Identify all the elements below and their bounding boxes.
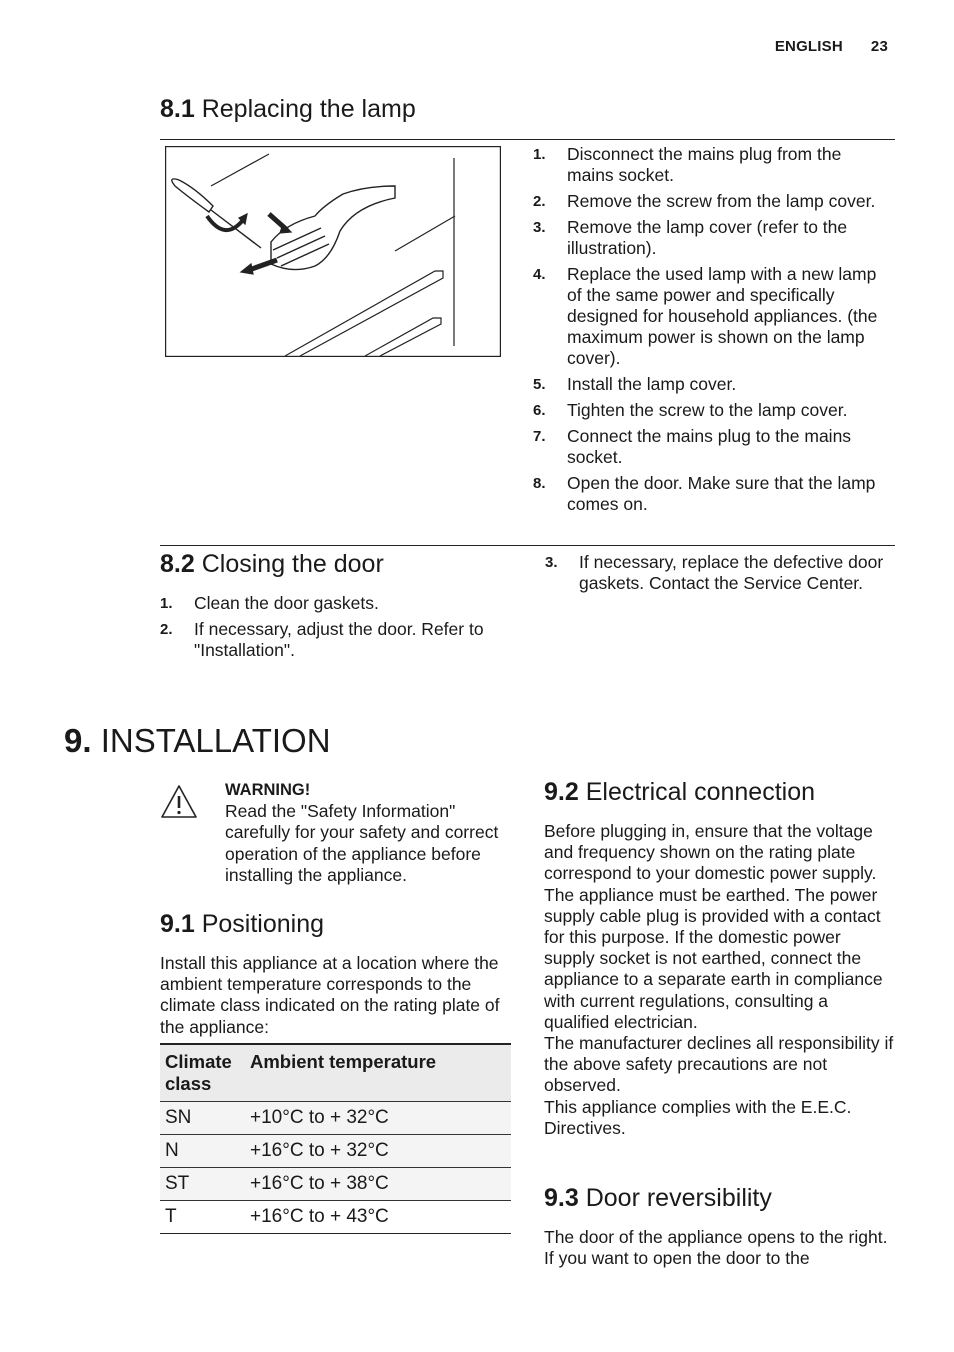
step-number: 2. [160, 621, 173, 638]
door-steps-list-continued [545, 552, 885, 599]
climate-table [160, 1043, 511, 1234]
table-cell: T [165, 1206, 177, 1227]
table-cell: ST [165, 1173, 190, 1194]
warning-title: WARNING! [225, 781, 311, 799]
paragraph: Before plugging in, ensure that the voltage and frequency shown on the rating plate correspond to your domestic power supply. [544, 821, 877, 884]
step-text: If necessary, replace the defective door gaskets. Contact the Service Center. [579, 552, 884, 593]
section-number: 9.1 [160, 910, 195, 938]
section-title: Electrical connection [585, 778, 816, 806]
step-text: Open the door. Make sure that the lamp comes on. [567, 473, 876, 514]
page-header [775, 38, 888, 55]
paragraph: Install this appliance at a location where the ambient temperature corresponds to the climate class indicated on the rating plate of the appliance: [160, 953, 500, 1037]
step-text: If necessary, adjust the door. Refer to "Installation". [194, 619, 484, 660]
section-number: 9.3 [544, 1184, 579, 1212]
list-item [533, 217, 883, 259]
table-cell: SN [165, 1107, 192, 1128]
section-title: Closing the door [201, 550, 384, 578]
step-text: Remove the screw from the lamp cover. [567, 191, 876, 211]
paragraph: The appliance must be earthed. The power supply cable plug is provided with a contact for this purpose. If the domestic power supply socket is not earthed, connect the appliance to a separate earth in compliance with current regulations, consulting a qualified electrician. [544, 884, 883, 1032]
step-number: 4. [533, 266, 546, 283]
list-item [533, 191, 883, 212]
lamp-steps-list [533, 144, 883, 520]
table-row [160, 1102, 511, 1135]
list-item [533, 264, 883, 369]
list-item [160, 593, 515, 614]
table-header-row [160, 1044, 511, 1102]
step-number: 3. [545, 554, 558, 571]
section-number: 8.2 [160, 550, 195, 578]
table-cell: +10°C to + 32°C [250, 1107, 389, 1128]
table-row [160, 1135, 511, 1168]
warning-text: Read the "Safety Information" carefully for your safety and correct operation of the appliance before installing the appliance. [225, 801, 499, 885]
step-text: Disconnect the mains plug from the mains socket. [567, 144, 842, 185]
list-item [533, 400, 883, 421]
table-cell: +16°C to + 43°C [250, 1206, 389, 1227]
step-number: 1. [533, 146, 546, 163]
door-steps-list [160, 593, 515, 666]
step-number: 6. [533, 402, 546, 419]
table-cell: +16°C to + 32°C [250, 1140, 389, 1161]
divider [160, 545, 895, 546]
chapter-number: 9. [64, 722, 92, 759]
warning-icon [160, 784, 198, 825]
door-reversibility-text [544, 1227, 894, 1269]
section-8-1-heading [160, 95, 416, 124]
step-number: 5. [533, 376, 546, 393]
table-cell: N [165, 1140, 179, 1161]
section-8-2-heading [160, 550, 384, 579]
section-title: Positioning [201, 910, 325, 938]
column-header: Ambient temperature [250, 1051, 437, 1072]
table-row [160, 1201, 511, 1234]
section-9-3-heading [544, 1184, 772, 1213]
chapter-title: INSTALLATION [100, 722, 331, 759]
step-number: 2. [533, 193, 546, 210]
step-number: 3. [533, 219, 546, 236]
list-item [533, 144, 883, 186]
table-row [160, 1168, 511, 1201]
step-number: 8. [533, 475, 546, 492]
list-item [533, 473, 883, 515]
electrical-connection-text [544, 821, 894, 1139]
language-label: ENGLISH [774, 38, 843, 55]
list-item [533, 426, 883, 468]
section-title: Replacing the lamp [201, 95, 416, 123]
step-number: 7. [533, 428, 546, 445]
paragraph: The manufacturer declines all responsibility if the above safety precautions are not observed. [544, 1033, 894, 1096]
page-number: 23 [870, 38, 888, 55]
paragraph: This appliance complies with the E.E.C. Directives. [544, 1096, 852, 1138]
section-9-2-heading [544, 778, 815, 807]
step-text: Remove the lamp cover (refer to the illustration). [567, 217, 848, 258]
paragraph: The door of the appliance opens to the right. If you want to open the door to the [544, 1227, 888, 1269]
list-item [160, 619, 515, 661]
section-title: Door reversibility [585, 1184, 772, 1212]
table-cell: +16°C to + 38°C [250, 1173, 389, 1194]
column-header: Climate class [165, 1051, 232, 1094]
section-9-1-heading [160, 910, 324, 939]
warning-block [225, 780, 500, 886]
list-item [533, 374, 883, 395]
step-text: Clean the door gaskets. [194, 593, 379, 613]
step-text: Connect the mains plug to the mains socket. [567, 426, 852, 467]
chapter-9-heading [64, 722, 331, 760]
positioning-text [160, 953, 510, 1038]
section-number: 9.2 [544, 778, 579, 806]
divider [160, 139, 895, 140]
list-item [545, 552, 885, 594]
step-text: Replace the used lamp with a new lamp of the same power and specifically designed for household appliances. (the maximum power is shown on the lamp cover). [567, 264, 878, 368]
step-number: 1. [160, 595, 173, 612]
step-text: Tighten the screw to the lamp cover. [567, 400, 848, 420]
section-number: 8.1 [160, 95, 195, 123]
lamp-illustration [165, 146, 501, 357]
step-text: Install the lamp cover. [567, 374, 737, 394]
